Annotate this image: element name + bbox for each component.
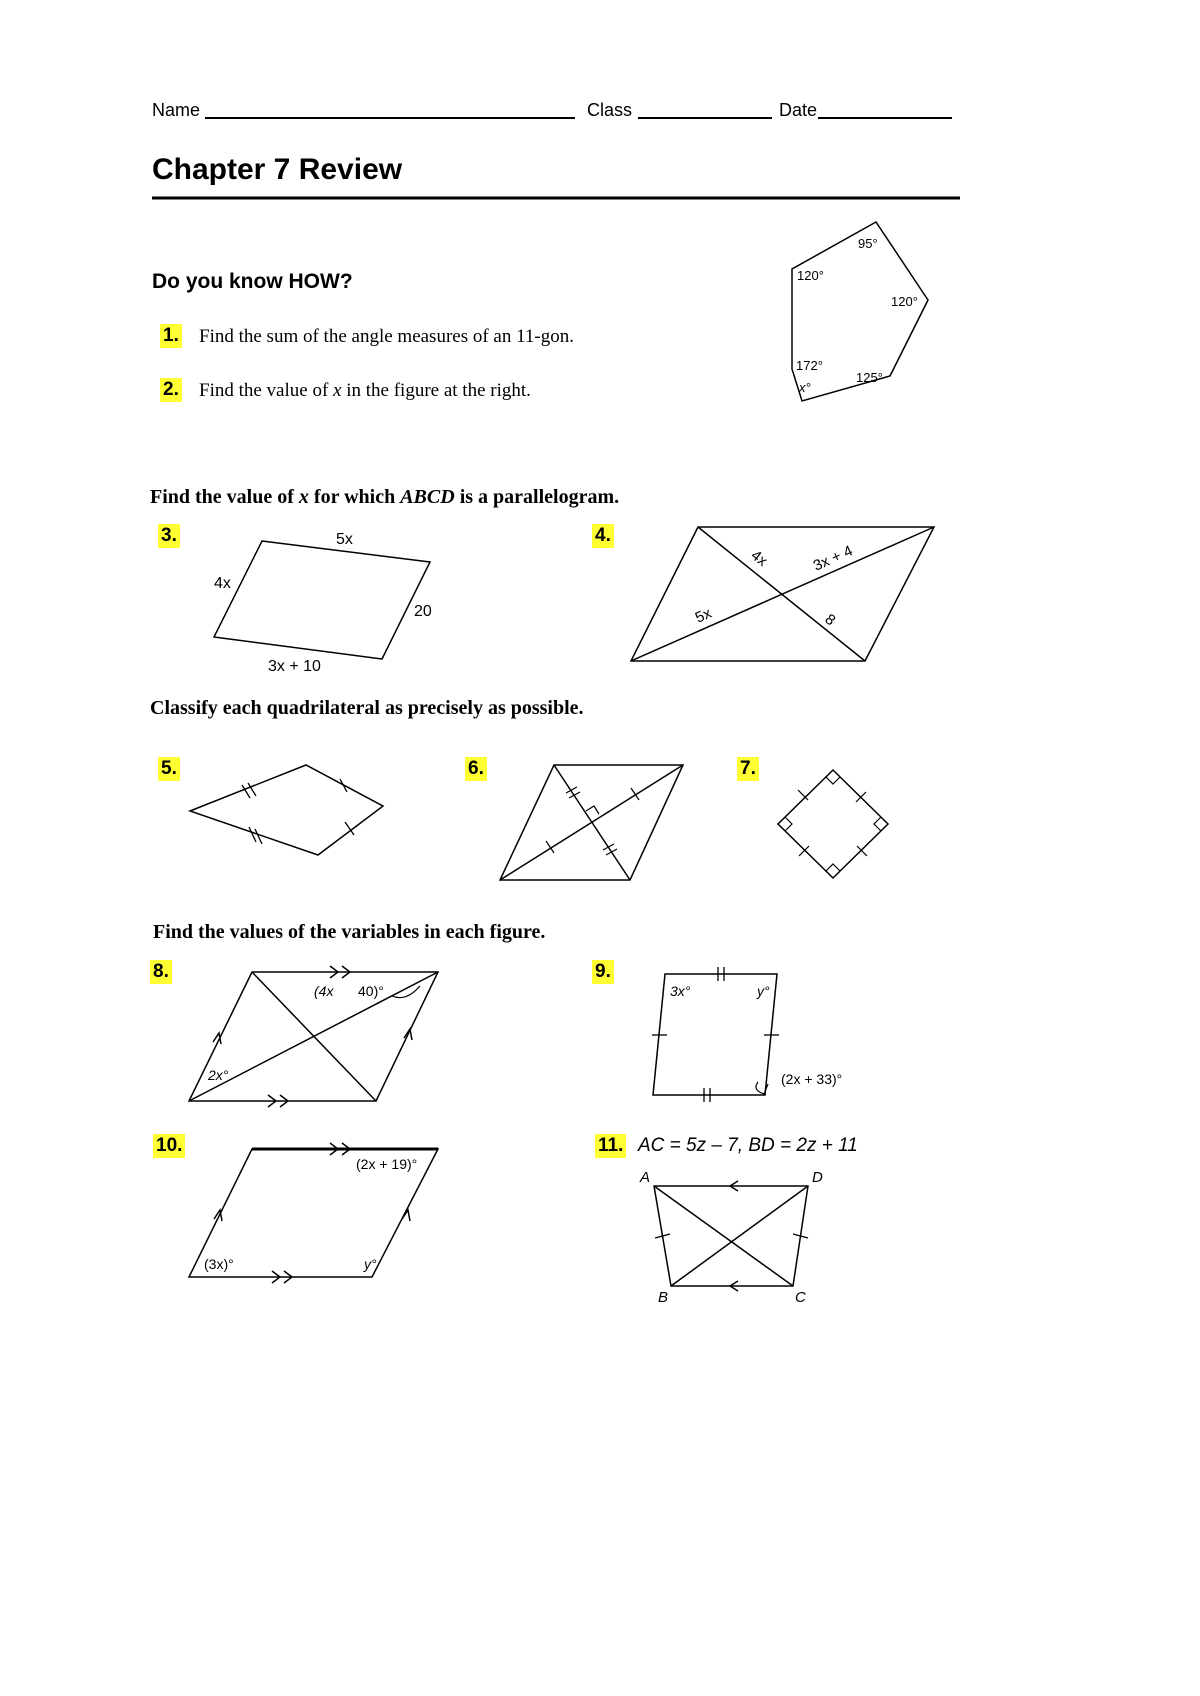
section-heading-variables: Find the values of the variables in each figure. — [153, 921, 546, 943]
question-1-text: Find the sum of the angle measures of an 11-gon. — [199, 326, 574, 347]
side-label-bottom: 3x + 10 — [268, 658, 321, 675]
trapezoid-abcd — [654, 1186, 808, 1286]
figure-q7 — [770, 760, 900, 890]
question-number-7: 7. — [737, 757, 759, 781]
question-number-2: 2. — [160, 378, 182, 402]
question-number-5: 5. — [158, 757, 180, 781]
class-field[interactable] — [638, 100, 772, 119]
figure-q3 — [200, 520, 460, 680]
question-number-9: 9. — [592, 960, 614, 984]
page-title: Chapter 7 Review — [152, 153, 403, 186]
title-rule — [150, 192, 960, 212]
angle-label-95: 95° — [858, 236, 878, 251]
question-number-10: 10. — [153, 1134, 185, 1158]
heading-var: x — [298, 486, 309, 508]
side-label-left: 4x — [214, 575, 231, 592]
diagonal-q4-b — [631, 527, 934, 661]
question-2-text-after: in the figure at the right. — [341, 380, 531, 401]
question-number-6: 6. — [465, 757, 487, 781]
segment-label-8: 8 — [821, 610, 839, 630]
section-heading-classify: Classify each quadrilateral as precisely as possible. — [150, 697, 584, 719]
section-heading-parallelogram — [150, 486, 619, 509]
angle-label-y: y° — [757, 983, 770, 999]
question-2-text-before: Find the value of — [199, 380, 334, 401]
figure-q8 — [180, 960, 450, 1110]
parallelogram-q3 — [214, 541, 430, 659]
polygon-figure — [770, 210, 950, 410]
diagonal-bd — [671, 1186, 808, 1286]
angle-label-125: 125° — [856, 370, 883, 385]
segment-label-3x-4: 3x + 4 — [810, 542, 856, 575]
section-heading-how: Do you know HOW? — [152, 270, 353, 293]
date-field[interactable] — [818, 100, 952, 119]
question-number-4: 4. — [592, 524, 614, 548]
vertex-label-d: D — [812, 1169, 823, 1186]
vertex-label-a: A — [640, 1169, 651, 1186]
figure-q11 — [630, 1162, 830, 1302]
heading-mid: for which — [308, 486, 401, 508]
question-number-11: 11. — [595, 1134, 626, 1158]
question-number-3: 3. — [158, 524, 180, 548]
angle-label-2x: 2x° — [208, 1067, 229, 1083]
angle-label-120-right: 120° — [891, 294, 918, 309]
angle-label-40: 40)° — [358, 983, 384, 999]
heading-before: Find the value of — [150, 486, 299, 508]
angle-label-3x: 3x° — [670, 983, 691, 999]
name-field[interactable] — [205, 100, 575, 119]
side-label-top: 5x — [336, 531, 353, 548]
question-11-text: AC = 5z – 7, BD = 2z + 11 — [638, 1135, 858, 1156]
angle-label-4x: (4x — [314, 983, 334, 999]
square-q7 — [778, 770, 888, 878]
angle-label-x: x° — [799, 380, 811, 395]
heading-after: is a parallelogram. — [454, 486, 620, 508]
question-number-1: 1. — [160, 324, 182, 348]
date-label: Date — [779, 100, 818, 120]
figure-q10 — [180, 1135, 450, 1285]
diagonal-ac — [654, 1186, 793, 1286]
class-label: Class — [587, 100, 633, 120]
kite-shape — [190, 765, 383, 855]
angle-label-3x: (3x)° — [204, 1256, 234, 1272]
segment-label-4x: 4x — [747, 546, 771, 570]
question-2-text — [199, 380, 531, 402]
question-2-var: x — [333, 380, 342, 401]
vertex-label-b: B — [658, 1289, 669, 1302]
question-number-8: 8. — [150, 960, 172, 984]
angle-label-120-left: 120° — [797, 268, 824, 283]
name-label: Name — [152, 100, 201, 120]
angle-label-172: 172° — [796, 358, 823, 373]
angle-label-2x-33: (2x + 33)° — [781, 1071, 843, 1087]
heading-name: ABCD — [400, 486, 455, 508]
segment-label-5x: 5x — [692, 604, 715, 627]
side-label-right: 20 — [414, 603, 432, 620]
figure-q5 — [180, 755, 400, 865]
figure-q6 — [490, 755, 700, 885]
angle-label-2x-19: (2x + 19)° — [356, 1156, 418, 1172]
figure-q4 — [620, 515, 950, 675]
figure-q9 — [640, 960, 880, 1110]
vertex-label-c: C — [795, 1289, 806, 1302]
angle-label-y: y° — [364, 1256, 377, 1272]
